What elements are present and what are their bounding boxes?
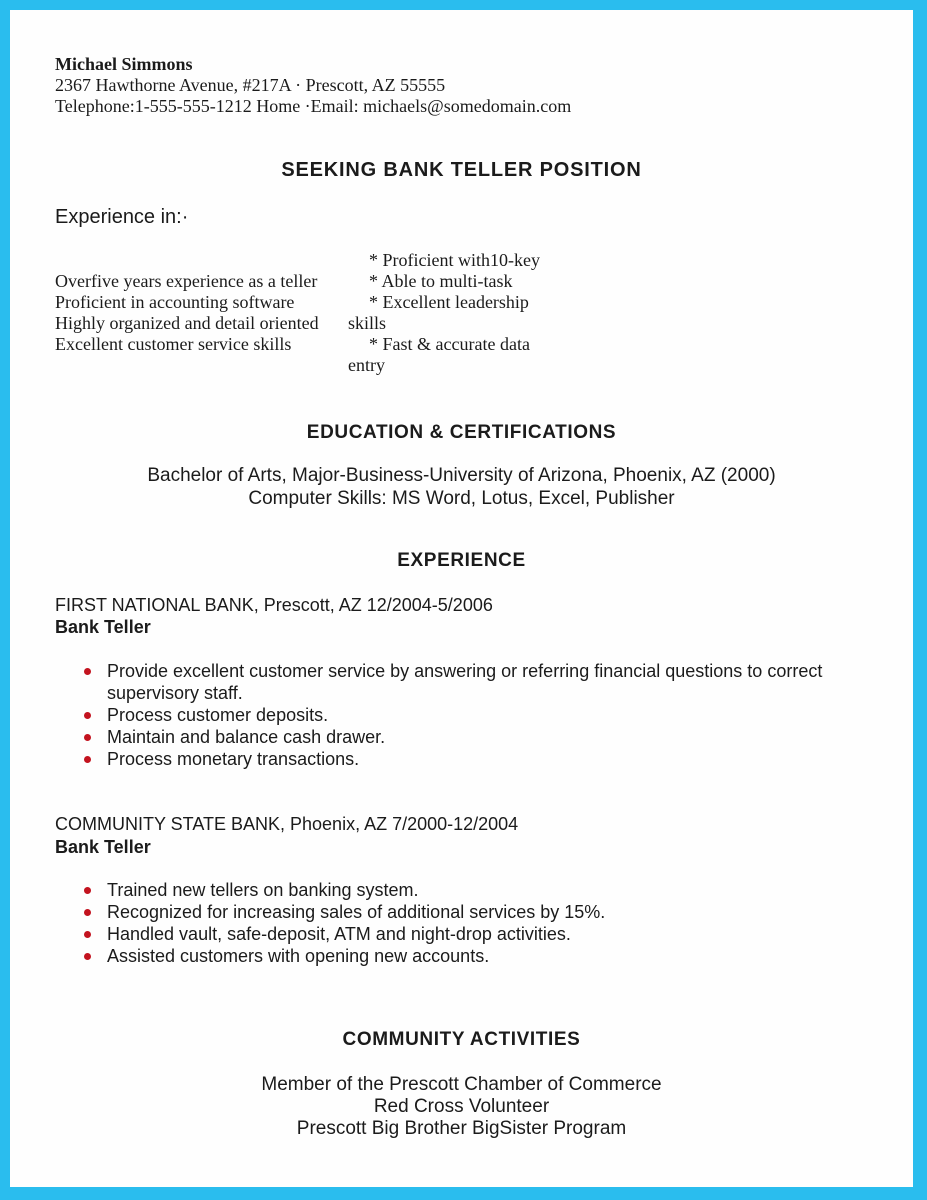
skill-item: Excellent customer service skills — [55, 334, 292, 354]
skill-item: * Fast & accurate data entry — [348, 334, 530, 375]
skill-item: Overfive years experience as a teller — [55, 271, 318, 291]
job1-employer-line: FIRST NATIONAL BANK, Prescott, AZ 12/2004-5/2006 — [55, 595, 493, 615]
bullet-dot-icon — [84, 887, 91, 894]
list-item — [55, 923, 885, 945]
bullet-dot-icon — [84, 668, 91, 675]
job2-title: Bank Teller — [55, 837, 151, 857]
job2-employer-line: COMMUNITY STATE BANK, Phoenix, AZ 7/2000-12/2004 — [55, 814, 519, 834]
bullet-dot-icon — [84, 953, 91, 960]
skills-column-left — [55, 271, 319, 355]
list-item — [55, 748, 885, 770]
resume-sheet — [10, 10, 913, 1187]
objective-title: SEEKING BANK TELLER POSITION — [281, 159, 642, 181]
skill-item: Proficient in accounting software — [55, 292, 295, 312]
bullet-text: Recognized for increasing sales of additional services by 15%. — [107, 902, 606, 922]
education-heading: EDUCATION & CERTIFICATIONS — [306, 422, 617, 443]
skill-item: * Proficient with10-key — [369, 250, 540, 270]
bullet-text: Handled vault, safe-deposit, ATM and night-drop activities. — [107, 924, 571, 944]
experience-in-lead: Experience in:· — [55, 206, 189, 228]
person-name: Michael Simmons — [55, 54, 193, 74]
bullet-text: Assisted customers with opening new accounts. — [107, 946, 490, 966]
bullet-dot-icon — [84, 909, 91, 916]
education-computer-skills-line: Computer Skills: MS Word, Lotus, Excel, Publisher — [248, 488, 675, 509]
education-degree-line: Bachelor of Arts, Major-Business-University of Arizona, Phoenix, AZ (2000) — [147, 465, 776, 486]
bullet-dot-icon — [84, 756, 91, 763]
bullet-text: Process monetary transactions. — [107, 749, 360, 769]
list-item — [55, 879, 885, 901]
bullet-text: Maintain and balance cash drawer. — [107, 727, 386, 747]
list-item — [55, 726, 885, 748]
skills-column-right — [348, 250, 563, 376]
list-item — [55, 704, 885, 726]
community-heading: COMMUNITY ACTIVITIES — [342, 1029, 581, 1050]
list-item — [55, 660, 885, 704]
bullet-dot-icon — [84, 712, 91, 719]
bullet-text: Trained new tellers on banking system. — [107, 880, 419, 900]
bullet-text: Process customer deposits. — [107, 705, 329, 725]
phone-email-line: Telephone:1-555-555-1212 Home ·Email: michaels@somedomain.com — [55, 96, 572, 116]
community-line: Red Cross Volunteer — [373, 1096, 550, 1117]
job1-title: Bank Teller — [55, 617, 151, 637]
address-line: 2367 Hawthorne Avenue, #217A · Prescott, AZ 55555 — [55, 75, 446, 95]
contact-header — [55, 54, 571, 117]
job1-bullet-list — [55, 660, 885, 770]
bullet-dot-icon — [84, 734, 91, 741]
community-line: Prescott Big Brother BigSister Program — [296, 1118, 627, 1139]
list-item — [55, 945, 885, 967]
community-line: Member of the Prescott Chamber of Commerce — [261, 1074, 662, 1095]
bullet-text: Provide excellent customer service by answering or referring financial questions to correct supervisory staff. — [107, 661, 823, 703]
experience-heading: EXPERIENCE — [397, 550, 526, 571]
list-item — [55, 901, 885, 923]
skill-item: * Excellent leadership skills — [348, 292, 529, 333]
bullet-dot-icon — [84, 931, 91, 938]
skill-item: Highly organized and detail oriented — [55, 313, 319, 333]
skill-item: * Able to multi-task — [369, 271, 513, 291]
job2-bullet-list — [55, 879, 885, 967]
